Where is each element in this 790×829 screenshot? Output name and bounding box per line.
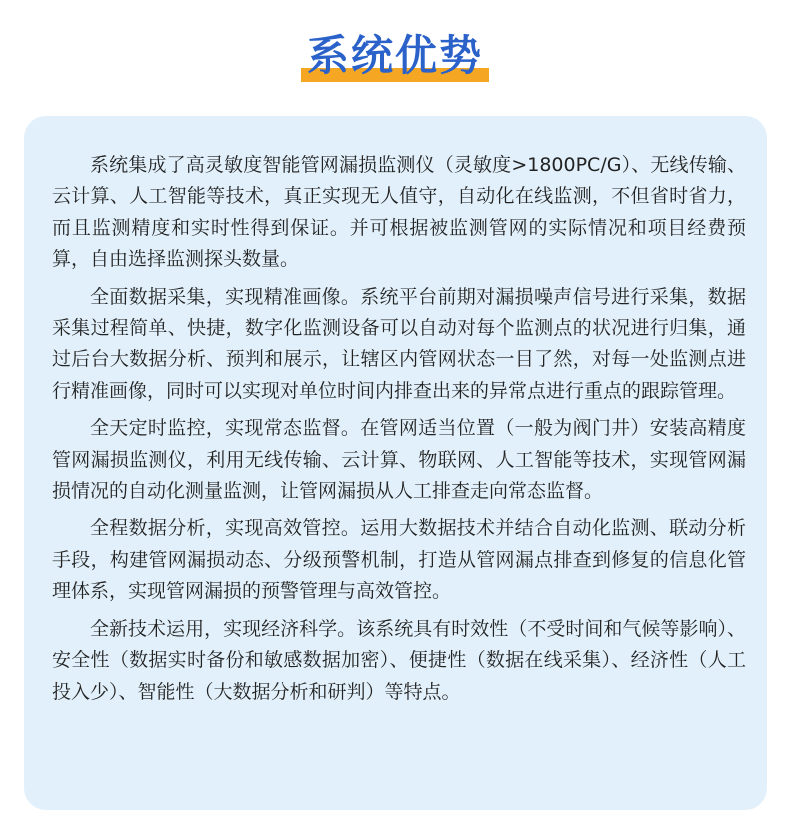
content-body — [52, 150, 746, 714]
page-title-text: 系统优势 — [306, 31, 483, 80]
paragraph-data-collection: 全面数据采集，实现精准画像。系统平台前期对漏损噪声信号进行采集，数据采集过程简单、快捷，数字化监测设备可以自动对每个监测点的状况进行归集，通过后台大数据分析、预判和展示，让辖区内管网状态一目了然，对每一处监测点进行精准画像，同时可以实现对单位时间内排查出来的异常点进行重点的跟踪管理。 — [52, 285, 746, 402]
paragraph-monitoring: 全天定时监控，实现常态监督。在管网适当位置（一般为阀门井）安装高精度管网漏损监测仪，利用无线传输、云计算、物联网、人工智能等技术，实现管网漏损情况的自动化测量监测，让管网漏损从人工排查走向常态监督。 — [52, 417, 746, 503]
title-section — [0, 28, 790, 84]
paragraph-analysis: 全程数据分析，实现高效管控。运用大数据技术并结合自动化监测、联动分析手段，构建管网漏损动态、分级预警机制，打造从管网漏点排查到修复的信息化管理体系，实现管网漏损的预警管理与高效管控。 — [52, 517, 746, 603]
page-title — [301, 28, 489, 84]
paragraph-technology: 全新技术运用，实现经济科学。该系统具有时效性（不受时间和气候等影响）、安全性（数据实时备份和敏感数据加密）、便捷性（数据在线采集）、经济性（人工投入少）、智能性（大数据分析和研判）等特点。 — [52, 617, 746, 703]
paragraph-intro: 系统集成了高灵敏度智能管网漏损监测仪（灵敏度>1800PC/G）、无线传输、云计算、人工智能等技术，真正实现无人值守，自动化在线监测，不但省时省力，而且监测精度和实时性得到保证。并可根据被监测管网的实际情况和项目经费预算，自由选择监测探头数量。 — [52, 154, 746, 271]
